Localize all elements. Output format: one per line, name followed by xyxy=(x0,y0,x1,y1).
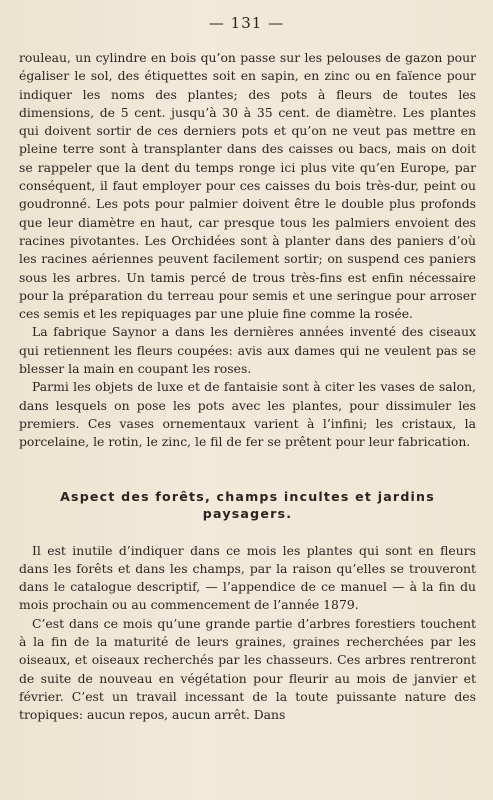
page-number: — 131 — xyxy=(208,14,285,32)
paragraph: Il est inutile d’indiquer dans ce mois les plantes qui sont en fleurs dans les forêts et dans les champs, par la raison qu’elles se trouveront dans le catalogue descriptif, — l’appendice de ce manuel — à la fin du mois prochain ou au commencement de l’année 1879. xyxy=(19,542,476,613)
paragraph: La fabrique Saynor a dans les dernières années inventé des ciseaux qui retiennent les fleurs coupées: avis aux dames qui ne veulent pas se blesser la main en coupant les roses. xyxy=(19,324,476,377)
paragraph: Parmi les objets de luxe et de fantaisie sont à citer les vases de salon, dans lesquels on pose les pots avec les plantes, pour dissimuler les premiers. Ces vases ornementaux varient à l’infini; les cristaux, la porcelaine, le rotin, le zinc, le fil de fer se prêtent pour leur fabrication. xyxy=(19,379,476,450)
paragraph: C’est dans ce mois qu’une grande partie d’arbres forestiers touchent à la fin de la maturité de leurs graines, graines recherchées par les oiseaux, et oiseaux recherchés par les chasseurs. Ces arbres rentreront de suite de nouveau en végétation pour fleurir au mois de janvier et février. C’est un travail incessant de la toute puissante nature des tropiques: aucun repos, aucun arrêt. Dans xyxy=(19,615,476,723)
section-heading: Aspect des forêts, champs incultes et jardins paysagers. xyxy=(60,488,435,521)
paragraph: rouleau, un cylindre en bois qu’on passe sur les pelouses de gazon pour égaliser le sol, des étiquettes soit en sapin, en zinc ou en faïence pour indiquer les noms des plantes; des pots à fleurs de toutes les dimensions, de 5 cent. jusqu’à 30 à 35 cent. de diamètre. Les plantes qui doivent sortir de ces derniers pots et qu’on ne veut pas mettre en pleine terre sont à transplanter dans des caisses ou bacs, mais on doit se rappeler que la dent du temps ronge ici plus vite qu’en Europe, par conséquent, il faut employer pour ces caisses du bois très-dur, peint ou goudronné. Les pots pour palmier doivent être le double plus profonds que leur diamètre en haut, car presque tous les palmiers envoient des racines pivotantes. Les Orchidées sont à planter dans des paniers d’où les racines aériennes peuvent facilement sortir; on suspend ces paniers sous les arbres. Un tamis percé de trous très-fins est enfin nécessaire pour la préparation du terreau pour semis et une seringue pour arroser ces semis et les repiquages par une pluie fine comme la rosée. xyxy=(19,50,476,322)
body-text xyxy=(19,49,476,725)
